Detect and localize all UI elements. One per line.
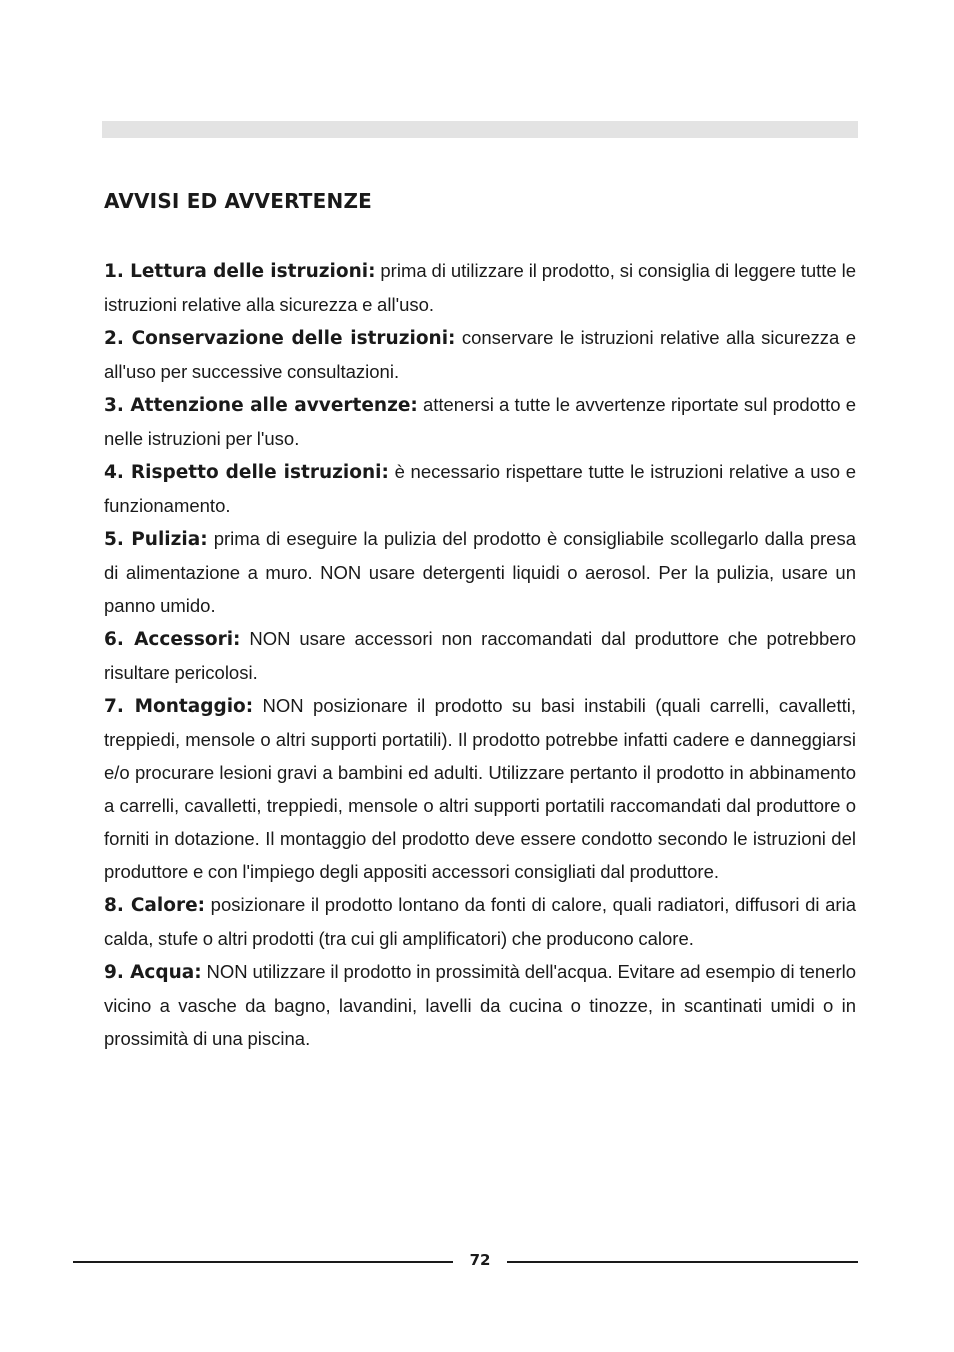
warning-text: NON usare accessori non raccomandati dal produttore che potrebbero risultare pericolosi.	[104, 628, 857, 683]
warning-text: prima di eseguire la pulizia del prodotto è consigliabile scollegarlo dalla presa di alimentazione a muro. NON usare detergenti liquidi o aerosol. Per la pulizia, usare un panno umido.	[104, 528, 857, 616]
footer-rule-right	[507, 1261, 858, 1263]
warning-item-6	[104, 622, 856, 689]
warning-item-4	[104, 455, 856, 522]
warning-heading: 4. Rispetto delle istruzioni:	[104, 462, 389, 483]
warning-item-3	[104, 388, 856, 455]
warning-text: conservare le istruzioni relative alla sicurezza e all'uso per successive consultazioni.	[104, 327, 856, 382]
warning-text: è necessario rispettare tutte le istruzioni relative a uso e funzionamento.	[104, 461, 856, 516]
warning-heading: 5. Pulizia:	[104, 529, 208, 550]
page-number: 72	[469, 1251, 491, 1269]
warning-item-7	[104, 689, 856, 888]
warning-text: NON utilizzare il prodotto in prossimità dell'acqua. Evitare ad esempio di tenerlo vicino a vasche da bagno, lavandini, lavelli da cucina o tinozze, in scantinati umidi o in prossimità di una piscina.	[104, 961, 857, 1049]
section-title: AVVISI ED AVVERTENZE	[104, 189, 373, 213]
warning-heading: 3. Attenzione alle avvertenze:	[104, 395, 418, 416]
warning-item-8	[104, 888, 856, 955]
warning-heading: 2. Conservazione delle istruzioni:	[104, 328, 456, 349]
warning-item-5	[104, 522, 856, 622]
warning-heading: 1. Lettura delle istruzioni:	[104, 261, 376, 282]
footer-rule-left	[73, 1261, 453, 1263]
header-bar	[102, 121, 858, 138]
warning-heading: 7. Montaggio:	[104, 696, 254, 717]
warning-text: prima di utilizzare il prodotto, si consiglia di leggere tutte le istruzioni relative alla sicurezza e all'uso.	[104, 260, 857, 315]
warning-heading: 6. Accessori:	[104, 629, 241, 650]
warning-text: attenersi a tutte le avvertenze riportate sul prodotto e nelle istruzioni per l'uso.	[104, 394, 856, 449]
warning-text: NON posizionare il prodotto su basi instabili (quali carrelli, cavalletti, treppiedi, mensole o altri supporti portatili). Il prodotto potrebbe infatti cadere e danneggiarsi e/o procurare lesioni gravi a bambini ed adulti. Utilizzare pertanto il prodotto in abbinamento a carrelli, cavalletti, treppiedi, mensole o altri supporti portatili raccomandati dal produttore o forniti in dotazione. Il montaggio del prodotto deve essere condotto secondo le istruzioni del produttore e con l'impiego degli appositi accessori consigliati dal produttore.	[104, 695, 856, 882]
warning-item-9	[104, 955, 856, 1055]
warnings-list	[104, 254, 856, 1055]
warning-item-1	[104, 254, 856, 321]
warning-heading: 8. Calore:	[104, 895, 206, 916]
warning-text: posizionare il prodotto lontano da fonti di calore, quali radiatori, diffusori di aria calda, stufe o altri prodotti (tra cui gli amplificatori) che producono calore.	[104, 894, 856, 949]
warning-item-2	[104, 321, 856, 388]
warning-heading: 9. Acqua:	[104, 962, 202, 983]
